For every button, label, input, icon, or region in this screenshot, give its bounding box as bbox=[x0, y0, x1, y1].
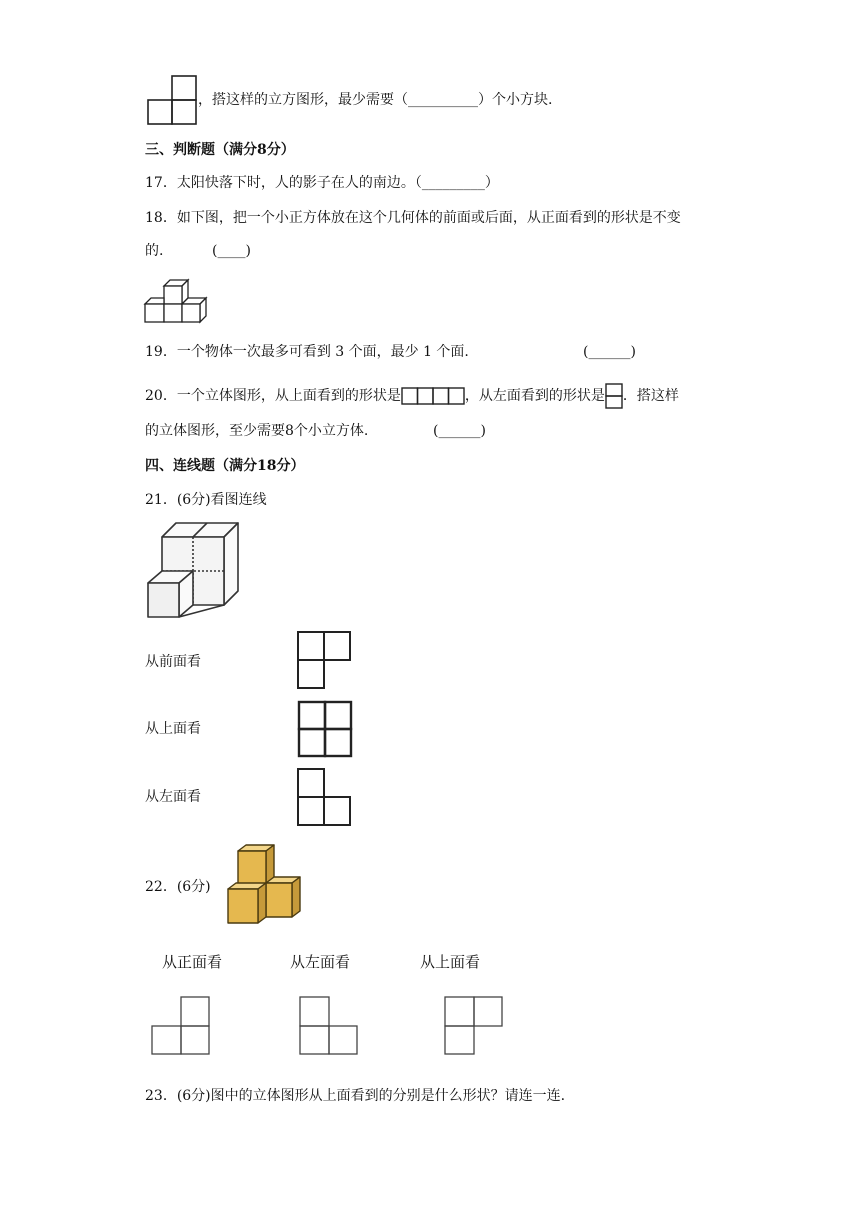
q21-view-option-a[interactable] bbox=[296, 630, 352, 690]
q18-text-line2: 的. bbox=[145, 243, 164, 259]
q18-cube-figure bbox=[143, 276, 209, 326]
q21-view-option-c[interactable] bbox=[296, 767, 352, 827]
q16-text: ，搭这样的立方图形，最少需要（__________）个小方块. bbox=[198, 92, 553, 108]
q20-line1 bbox=[145, 383, 679, 409]
q21-view-left-label: 从左面看 bbox=[145, 789, 201, 805]
q17-text: 17．太阳快落下时，人的影子在人的南边。（_________） bbox=[145, 175, 499, 191]
q21-solid-figure bbox=[146, 521, 242, 623]
q20-blank[interactable]: (______) bbox=[433, 423, 486, 439]
q20-top-view-figure bbox=[401, 387, 465, 405]
q22-cube-figure bbox=[224, 843, 306, 927]
q20-text-c: ．搭这样 bbox=[622, 388, 679, 404]
q16-figure bbox=[146, 74, 198, 126]
q22-view-option-b[interactable] bbox=[299, 996, 359, 1056]
q22-view-option-a[interactable] bbox=[151, 996, 211, 1056]
q20-text-a: 20．一个立体图形，从上面看到的形状是 bbox=[145, 388, 401, 404]
q21-text: 21．(6分)看图连线 bbox=[145, 492, 267, 508]
q22-label-front: 从正面看 bbox=[162, 953, 223, 971]
section3-heading: 三、判断题（满分8分） bbox=[145, 142, 295, 158]
q20-text-b: ，从左面看到的形状是 bbox=[464, 388, 605, 404]
q18-blank[interactable]: (____) bbox=[212, 243, 251, 259]
q22-label-left: 从左面看 bbox=[290, 953, 351, 971]
q18-text-line1: 18．如下图，把一个小正方体放在这个几何体的前面或后面，从正面看到的形状是不变 bbox=[145, 210, 681, 226]
q22-label-top: 从上面看 bbox=[420, 953, 481, 971]
q22-view-option-c[interactable] bbox=[444, 996, 504, 1056]
q19-text: 19．一个物体一次最多可看到 3 个面，最少 1 个面. bbox=[145, 344, 469, 360]
section4-heading: 四、连线题（满分18分） bbox=[145, 458, 305, 474]
q21-view-top-label: 从上面看 bbox=[145, 721, 201, 737]
q22-text: 22．(6分) bbox=[145, 879, 211, 895]
q20-left-view-figure bbox=[605, 383, 623, 409]
q21-view-front-label: 从前面看 bbox=[145, 654, 201, 670]
q19-blank[interactable]: (______) bbox=[583, 344, 636, 360]
q23-text: 23．(6分)图中的立体图形从上面看到的分别是什么形状？请连一连. bbox=[145, 1088, 566, 1104]
q21-view-option-b[interactable] bbox=[296, 699, 354, 759]
q20-text-line2: 的立体图形，至少需要8个小立方体. bbox=[145, 423, 369, 439]
